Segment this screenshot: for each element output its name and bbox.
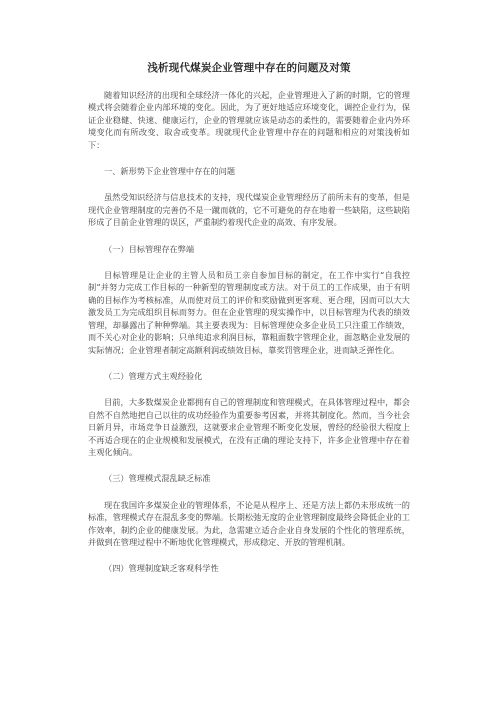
document-title: 浅析现代煤炭企业管理中存在的问题及对策 [147,62,351,74]
subsection-heading-1: （一）目标管理存在弊端 [104,243,195,254]
section-heading-1: 一、新形势下企业管理中存在的问题 [104,166,236,177]
subsection-2-paragraph: 目前，大多数煤炭企业都拥有自己的管理制度和管理模式，在具体管理过程中，都会自然不自然地把自己以往的成功经验作为重要参考因素，并将其制度化。然而，当今社会日新月异，市场竞争日益激烈，这就要求企业管理不断变化发展，曾经的经验很大程度上不再适合现在的企业规模和发展模式，在没有正确的理论支持下，许多企业管理中存在着主观化倾向。 [88,397,410,457]
document-page [88,60,410,589]
subsection-3-paragraph: 现在我国许多煤炭企业的管理体系，不论是从程序上、还是方法上都仍未形成统一的标准，管理模式存在混乱多变的弊端。长期松弛无度的企业管理制度最终会降低企业的工作效率，制约企业的健康发展。为此，急需建立适合企业自身发展的个性化的管理系统，并做到在管理过程中不断地优化管理模式，形成稳定、开放的管理机制。 [88,499,410,547]
subsection-heading-2: （二）管理方式主观经验化 [104,370,203,381]
intro-paragraph: 随着知识经济的出现和全球经济一体化的兴起，企业管理进入了新的时期，它的管理模式将会随着企业内部环境的变化。因此，为了更好地适应环境变化，调控企业行为，保证企业稳健、快速、健康运行，企业的管理就应该是动态的柔性的，需要随着企业内外环境变化而有所改变、取舍或变革。现就现代企业管理中存在的问题和相应的对策浅析如下： [88,90,410,150]
section-1-paragraph: 虽然受知识经济与信息技术的支持，现代煤炭企业管理经历了前所未有的变革，但是现代企业管理制度的完善仍不是一蹴而就的，它不可避免的存在地着一些缺陷，这些缺陷形成了目前企业管理的误区，严重制约着现代企业的高效、有序发展。 [88,192,410,228]
subsection-1-paragraph: 目标管理是让企业的主管人员和员工亲自参加目标的制定，在工作中实行“自我控制”并努力完成工作目标的一种新型的管理制度或方法。对于员工的工作成果，由于有明确的目标作为考核标准，从而使对员工的评价和奖励做到更客观、更合理，因而可以大大激发员工为完成组织目标而努力。但在企业管理的现实操作中，以目标管理为代表的绩效管理，却暴露出了种种弊端。其主要表现为：目标管理使众多企业员工只注重工作绩效，而不关心对企业的影响；只单纯追求利润目标，靠粗面数字管理企业，面忽略企业发展的实际情况；企业管理者制定高额利润或绩效目标，靠奖罚管理企业，进而缺乏弹性化。 [88,270,410,355]
subsection-heading-4: （四）管理制度缺乏客观科学性 [104,563,219,574]
subsection-heading-3: （三）管理模式混乱缺乏标准 [104,473,211,484]
